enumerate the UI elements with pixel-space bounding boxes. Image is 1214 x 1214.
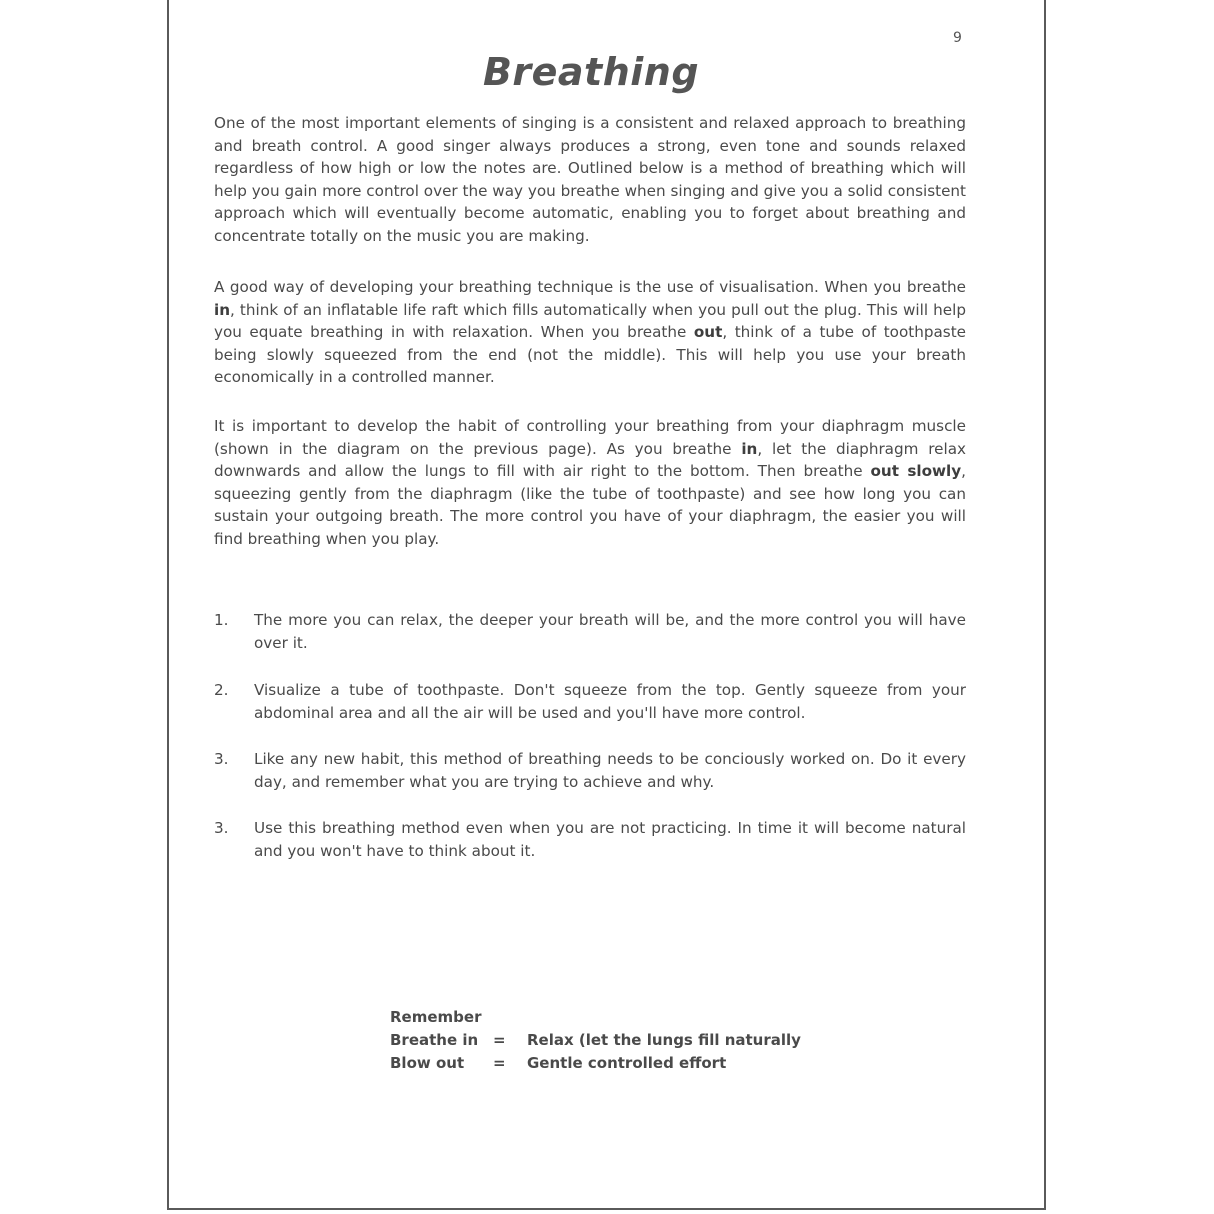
diaphragm-paragraph xyxy=(214,415,966,550)
remember-definition: Relax (let the lungs fill naturally xyxy=(527,1031,801,1049)
remember-row-blow-out xyxy=(390,1052,727,1075)
list-number: 3. xyxy=(214,819,229,837)
equals-sign: = xyxy=(493,1031,506,1049)
equals-sign: = xyxy=(493,1054,506,1072)
remember-definition: Gentle controlled effort xyxy=(527,1054,727,1072)
intro-paragraph: One of the most important elements of singing is a consistent and relaxed approach to breathing and breath control. A good singer always produces a strong, even tone and sounds relaxed regardless of how high or low the notes are. Outlined below is a method of breathing which will help you gain more control over the way you breathe when singing and give you a solid consistent approach which will eventually become automatic, enabling you to forget about breathing and concentrate totally on the music you are making. xyxy=(214,114,966,245)
remember-heading: Remember xyxy=(390,1008,482,1026)
emphasis-in: in xyxy=(741,439,758,458)
paragraph-text: It is important to develop the habit of controlling your breathing from your diaphragm muscle (shown in the diagram on the previous page). As you breathe xyxy=(214,417,966,458)
paragraph-text: , squeezing gently from the diaphragm (like the tube of toothpaste) and see how long you can sustain your outgoing breath. The more control you have of your diaphragm, the easier you will find breathing when you play. xyxy=(214,462,966,548)
remember-row-breathe-in xyxy=(390,1029,801,1052)
page-number: 9 xyxy=(953,30,962,46)
list-number: 1. xyxy=(214,611,229,629)
page-title: Breathing xyxy=(482,50,700,94)
remember-box xyxy=(390,1006,801,1075)
paragraph-text: , think of an inflatable life raft which fills automatically when you pull out the plug. This will help you equate breathing in with relaxation. When you breathe xyxy=(214,300,966,341)
visualisation-paragraph xyxy=(214,276,966,389)
emphasis-out-slowly: out slowly xyxy=(870,462,962,480)
remember-term: Breathe in xyxy=(390,1031,479,1049)
list-text: Visualize a tube of toothpaste. Don't squeeze from the top. Gently squeeze from your abdominal area and all the air will be used and you'll have more control. xyxy=(254,681,966,722)
list-text: Like any new habit, this method of breathing needs to be conciously worked on. Do it every day, and remember what you are trying to achieve and why. xyxy=(254,750,966,791)
paragraph-text: , think of a tube of toothpaste being slowly squeezed from the end (not the middle). This will help you use your breath economically in a controlled manner. xyxy=(214,323,966,386)
list-number: 3. xyxy=(214,750,229,768)
emphasis-in: in xyxy=(214,300,231,319)
paragraph-text: , let the diaphragm relax downwards and allow the lungs to fill with air right to the bottom. Then breathe xyxy=(214,439,966,480)
list-number: 2. xyxy=(214,681,229,699)
emphasis-out: out xyxy=(693,323,723,341)
list-text: Use this breathing method even when you are not practicing. In time it will become natural and you won't have to think about it. xyxy=(254,819,966,860)
remember-term: Blow out xyxy=(390,1054,465,1072)
list-text: The more you can relax, the deeper your breath will be, and the more control you will have over it. xyxy=(254,611,966,652)
paragraph-text: A good way of developing your breathing technique is the use of visualisation. When you breathe xyxy=(214,278,966,296)
